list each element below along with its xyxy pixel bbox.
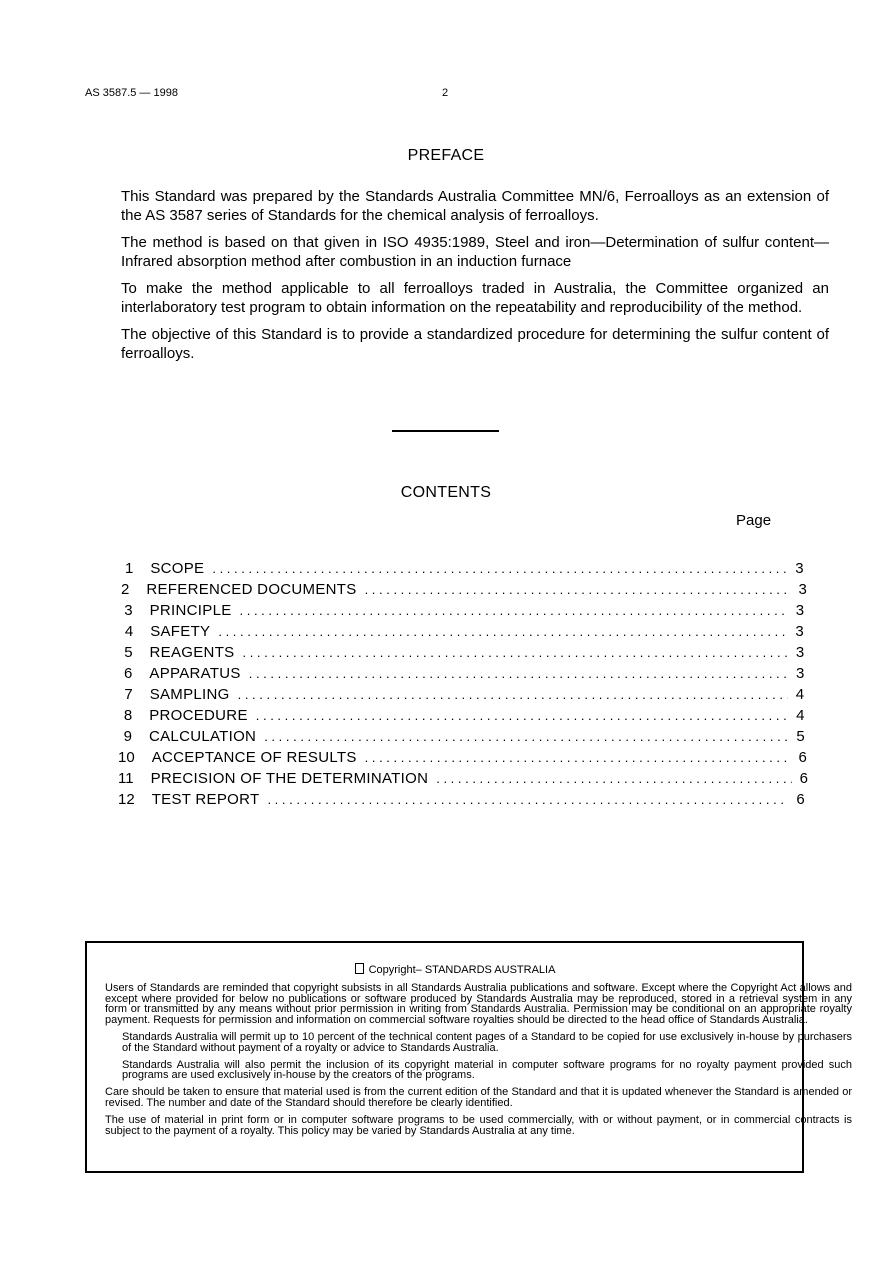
copyright-content	[105, 963, 852, 1142]
header-page-number: 2	[442, 87, 449, 99]
toc-number: 1	[125, 560, 134, 577]
toc-title: PRINCIPLE	[149, 602, 232, 619]
toc-item-procedure[interactable]	[118, 707, 808, 728]
copyright-paragraph: Standards Australia will also permit the inclusion of its copyright material in computer software programs for no royalty payment provided such programs are used exclusively in-house by the creators of the programs.	[122, 1058, 852, 1082]
preface-paragraph: The method is based on that given in ISO 4935:1989, Steel and iron—Determination of sulfur content—Infrared absorption method after combustion in an induction furnace	[121, 234, 829, 270]
toc-page: 4	[796, 707, 805, 724]
toc-item-apparatus[interactable]	[118, 665, 808, 686]
copyright-paragraph: Standards Australia will permit up to 10 percent of the technical content pages of a Standard to be copied for use exclusively in-house by purchasers of the Standard without payment of a royalty or advice to Standards Australia.	[122, 1030, 852, 1054]
toc-number: 2	[121, 581, 130, 598]
copyright-symbol-icon	[355, 963, 364, 974]
toc-title: SAMPLING	[149, 686, 230, 703]
toc-leader-dots	[238, 687, 788, 702]
toc-title: CALCULATION	[148, 728, 257, 745]
toc-item-safety[interactable]	[118, 623, 808, 644]
copyright-title-org: STANDARDS AUSTRALIA	[424, 964, 556, 976]
toc-title: APPARATUS	[149, 665, 241, 682]
toc-leader-dots	[267, 792, 788, 807]
toc-item-acceptance-of-results[interactable]	[118, 749, 808, 770]
copyright-title-dash: –	[415, 964, 422, 976]
toc-item-principle[interactable]	[118, 602, 808, 623]
toc-page: 5	[796, 728, 805, 745]
toc-item-referenced-documents[interactable]	[118, 581, 808, 602]
toc-page: 3	[795, 644, 805, 661]
copyright-title	[105, 963, 805, 976]
toc-item-precision-of-the-determination[interactable]	[118, 770, 808, 791]
toc-title: SCOPE	[150, 560, 205, 577]
toc-number: 9	[123, 728, 132, 745]
toc-item-sampling[interactable]	[118, 686, 808, 707]
preface-paragraph: This Standard was prepared by the Standards Australia Committee MN/6, Ferroalloys as an extension of the AS 3587 series of Standards for the chemical analysis of ferroalloys.	[121, 188, 829, 224]
toc-page: 6	[799, 770, 808, 787]
toc-leader-dots	[264, 729, 788, 744]
copyright-paragraph: Users of Standards are reminded that copyright subsists in all Standards Australia publications and software. Except where the Copyright Act allows and except where provided for below no publications or software produced by Standards Australia may be reproduced, stored in a retrieval system in any form or transmitted by any means without prior permission in writing from Standards Australia. Permission may be conditional on an appropriate royalty payment. Requests for permission and information on commercial software royalties should be directed to the head office of Standards Australia.	[105, 981, 852, 1027]
toc-page: 3	[796, 665, 805, 682]
toc-page: 6	[796, 791, 805, 808]
toc-page: 3	[795, 623, 804, 640]
toc-title: ACCEPTANCE OF RESULTS	[151, 749, 357, 766]
toc-title: REAGENTS	[149, 644, 235, 661]
toc-page: 4	[795, 686, 805, 703]
toc-leader-dots	[436, 771, 791, 786]
toc-number: 12	[118, 791, 135, 808]
toc-number: 11	[118, 770, 134, 787]
toc-number: 3	[124, 602, 133, 619]
toc-leader-dots	[249, 666, 788, 681]
toc-number: 6	[124, 665, 133, 682]
toc-page: 6	[798, 749, 807, 766]
preface-title: PREFACE	[407, 147, 485, 164]
toc-leader-dots	[365, 582, 791, 597]
toc-title: PRECISION OF THE DETERMINATION	[150, 770, 429, 787]
toc-title: PROCEDURE	[149, 707, 248, 724]
toc-leader-dots	[256, 708, 788, 723]
toc-number: 7	[124, 686, 133, 703]
toc-item-scope[interactable]	[118, 560, 808, 581]
toc-leader-dots	[365, 750, 791, 765]
preface-paragraph: The objective of this Standard is to provide a standardized procedure for determining the sulfur content of ferroalloys.	[121, 326, 829, 362]
toc-leader-dots	[242, 645, 787, 660]
header-standard-id: AS 3587.5 — 1998	[85, 87, 178, 99]
toc-page: 3	[798, 581, 807, 598]
toc-item-calculation[interactable]	[118, 728, 808, 749]
copyright-box	[85, 941, 852, 1173]
toc-title: TEST REPORT	[151, 791, 260, 808]
toc-number: 10	[118, 749, 135, 766]
toc-number: 5	[124, 644, 133, 661]
toc-page: 3	[795, 560, 804, 577]
toc-leader-dots	[240, 603, 788, 618]
preface-body	[121, 187, 829, 371]
toc-item-test-report[interactable]	[118, 791, 808, 812]
toc-title: REFERENCED DOCUMENTS	[146, 581, 357, 598]
section-divider	[392, 430, 499, 432]
toc-leader-dots	[218, 624, 787, 639]
contents-page-label: Page	[736, 512, 772, 529]
preface-paragraph: To make the method applicable to all ferroalloys traded in Australia, the Committee organized an interlaboratory test program to obtain information on the repeatability and reproducibility of the method.	[121, 280, 829, 316]
copyright-paragraph: The use of material in print form or in computer software programs to be used commercially, with or without payment, or in commercial contracts is subject to the payment of a royalty. This policy may be varied by Standards Australia at any time.	[105, 1113, 852, 1137]
toc-number: 4	[124, 623, 134, 640]
toc-leader-dots	[212, 561, 787, 576]
toc-item-reagents[interactable]	[118, 644, 808, 665]
toc-page: 3	[795, 602, 805, 619]
copyright-paragraph: Care should be taken to ensure that material used is from the current edition of the Standard and that it is updated whenever the Standard is amended or revised. The number and date of the Standard should therefore be clearly identified.	[105, 1086, 852, 1109]
copyright-title-prefix: Copyright	[368, 964, 416, 976]
table-of-contents	[118, 560, 808, 812]
contents-title: CONTENTS	[400, 484, 492, 501]
toc-number: 8	[123, 707, 133, 724]
toc-title: SAFETY	[150, 623, 211, 640]
